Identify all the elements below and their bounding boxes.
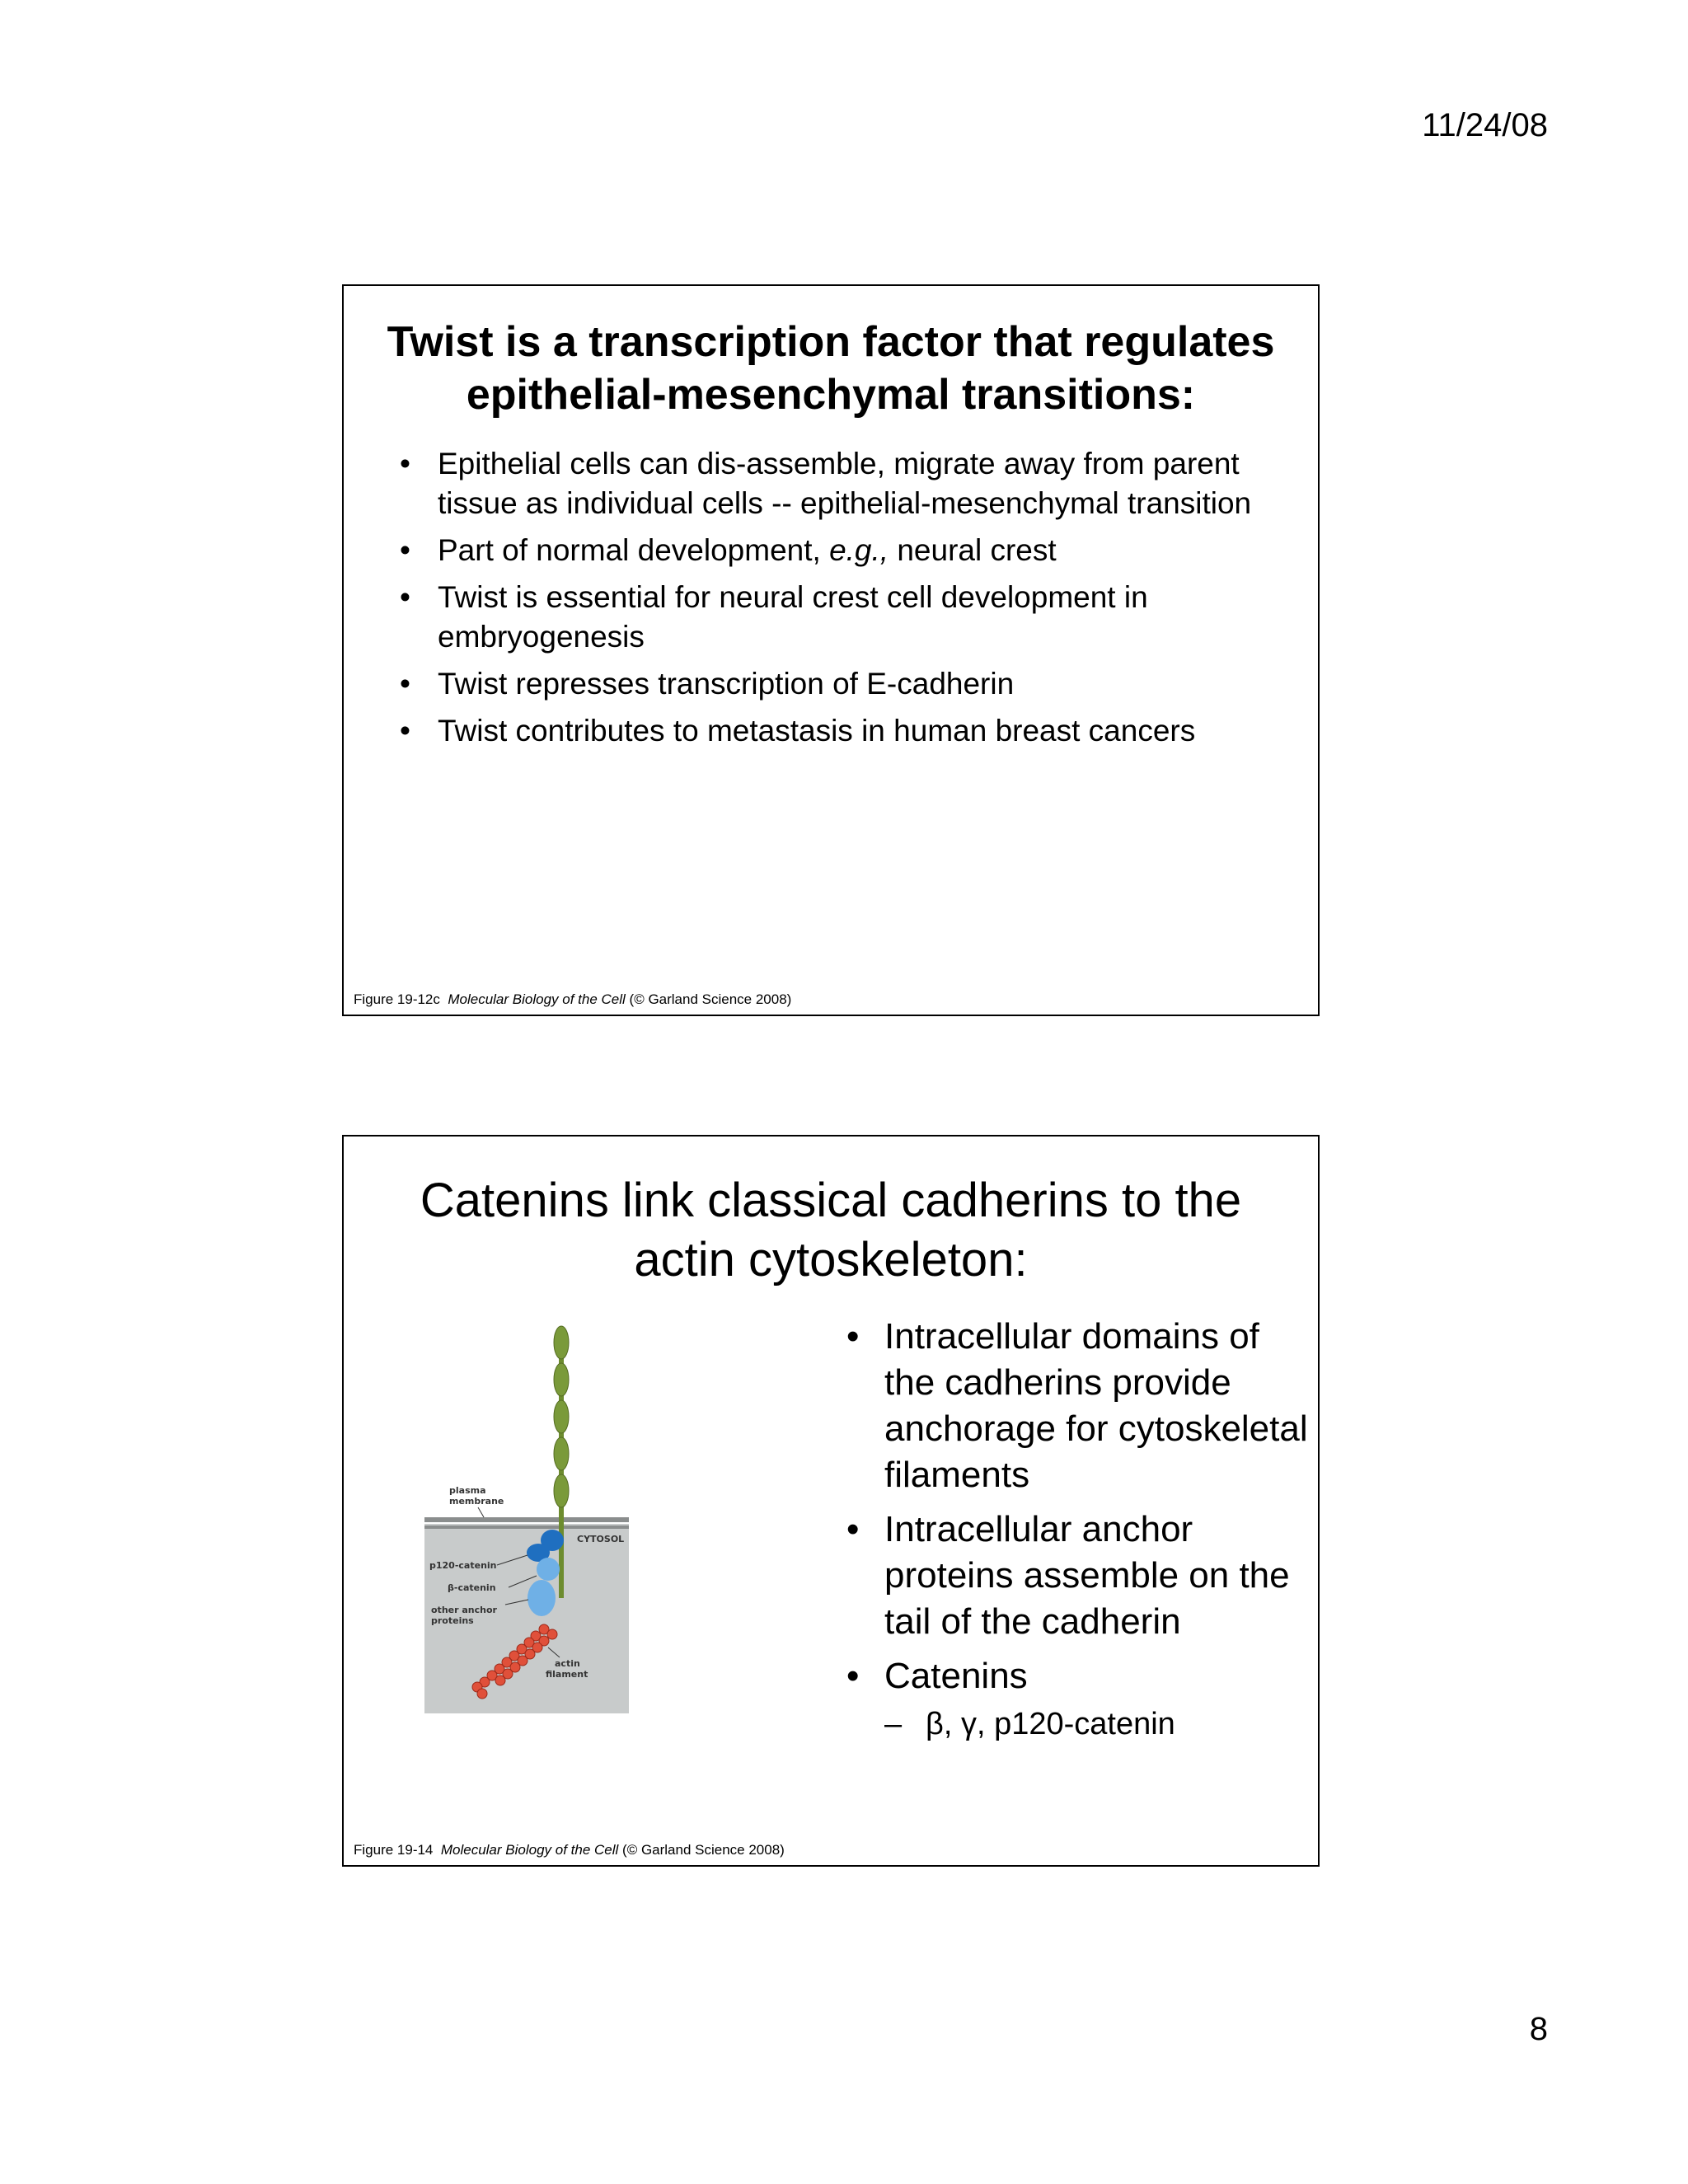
bullet-list [400, 444, 1298, 758]
bullet-item: • Twist represses transcription of E-cadherin [400, 664, 1298, 704]
figure-caption [354, 991, 791, 1008]
bullet-item: • Epithelial cells can dis-assemble, migrate away from parent tissue as individual cells -- epithelial-mesenchymal transition [400, 444, 1298, 523]
title-line-1: Twist is a transcription factor that regulates [387, 318, 1275, 366]
page-number: 8 [1529, 2011, 1548, 2047]
label-plasma-membrane: plasma [449, 1485, 486, 1496]
sub-bullet-item: – β, γ, p120-catenin [884, 1704, 1308, 1744]
bullet-text: neural crest [889, 533, 1057, 567]
bullet-item: • Twist is essential for neural crest cell development in embryogenesis [400, 578, 1298, 657]
bullet-text: Part of normal development, [438, 533, 830, 567]
caption-figure-number: Figure 19-12c [354, 991, 440, 1007]
caption-book-title: Molecular Biology of the Cell [448, 991, 626, 1007]
label-p120-catenin: p120-catenin [429, 1560, 497, 1571]
bullet-item: • Intracellular domains of the cadherins provide anchorage for cytoskeletal filaments [846, 1314, 1308, 1498]
beta-catenin-shape [537, 1558, 560, 1581]
slide-twist [342, 284, 1320, 1016]
bullet-italic-text: e.g., [829, 533, 889, 567]
label-other-anchor-proteins: proteins [431, 1615, 474, 1626]
label-actin-filament: actin [555, 1658, 580, 1669]
slide-title [344, 1171, 1318, 1290]
bullet-text: Catenins [884, 1656, 1028, 1696]
caption-book-title: Molecular Biology of the Cell [440, 1842, 619, 1858]
title-line-2: epithelial-mesenchymal transitions: [466, 371, 1196, 419]
label-cytosol: CYTOSOL [577, 1534, 625, 1544]
label-beta-catenin: β-catenin [448, 1582, 496, 1593]
caption-copyright: (© Garland Science 2008) [622, 1842, 785, 1858]
cadherin-catenin-diagram [424, 1318, 631, 1713]
label-other-anchor-proteins: other anchor [431, 1605, 497, 1615]
sub-bullet-list [884, 1704, 1308, 1744]
bullet-item [846, 1653, 1308, 1744]
caption-copyright: (© Garland Science 2008) [629, 991, 792, 1007]
slide-title [344, 316, 1318, 421]
cadherin-domains [554, 1326, 569, 1507]
bullet-list [846, 1314, 1308, 1752]
plasma-membrane [424, 1517, 629, 1522]
bullet-item: • Intracellular anchor proteins assemble on the tail of the cadherin [846, 1507, 1308, 1645]
title-line-1: Catenins link classical cadherins to the [420, 1174, 1242, 1227]
title-line-2: actin cytoskeleton: [634, 1233, 1028, 1286]
caption-figure-number: Figure 19-14 [354, 1842, 434, 1858]
bullet-item [400, 531, 1298, 570]
label-plasma-membrane: membrane [449, 1496, 504, 1507]
label-actin-filament: filament [546, 1669, 588, 1680]
bullet-item: • Twist contributes to metastasis in human breast cancers [400, 711, 1298, 751]
figure-caption [354, 1842, 785, 1858]
page-date: 11/24/08 [1422, 107, 1548, 143]
slide-catenins [342, 1135, 1320, 1867]
anchor-protein-shape [528, 1580, 556, 1616]
